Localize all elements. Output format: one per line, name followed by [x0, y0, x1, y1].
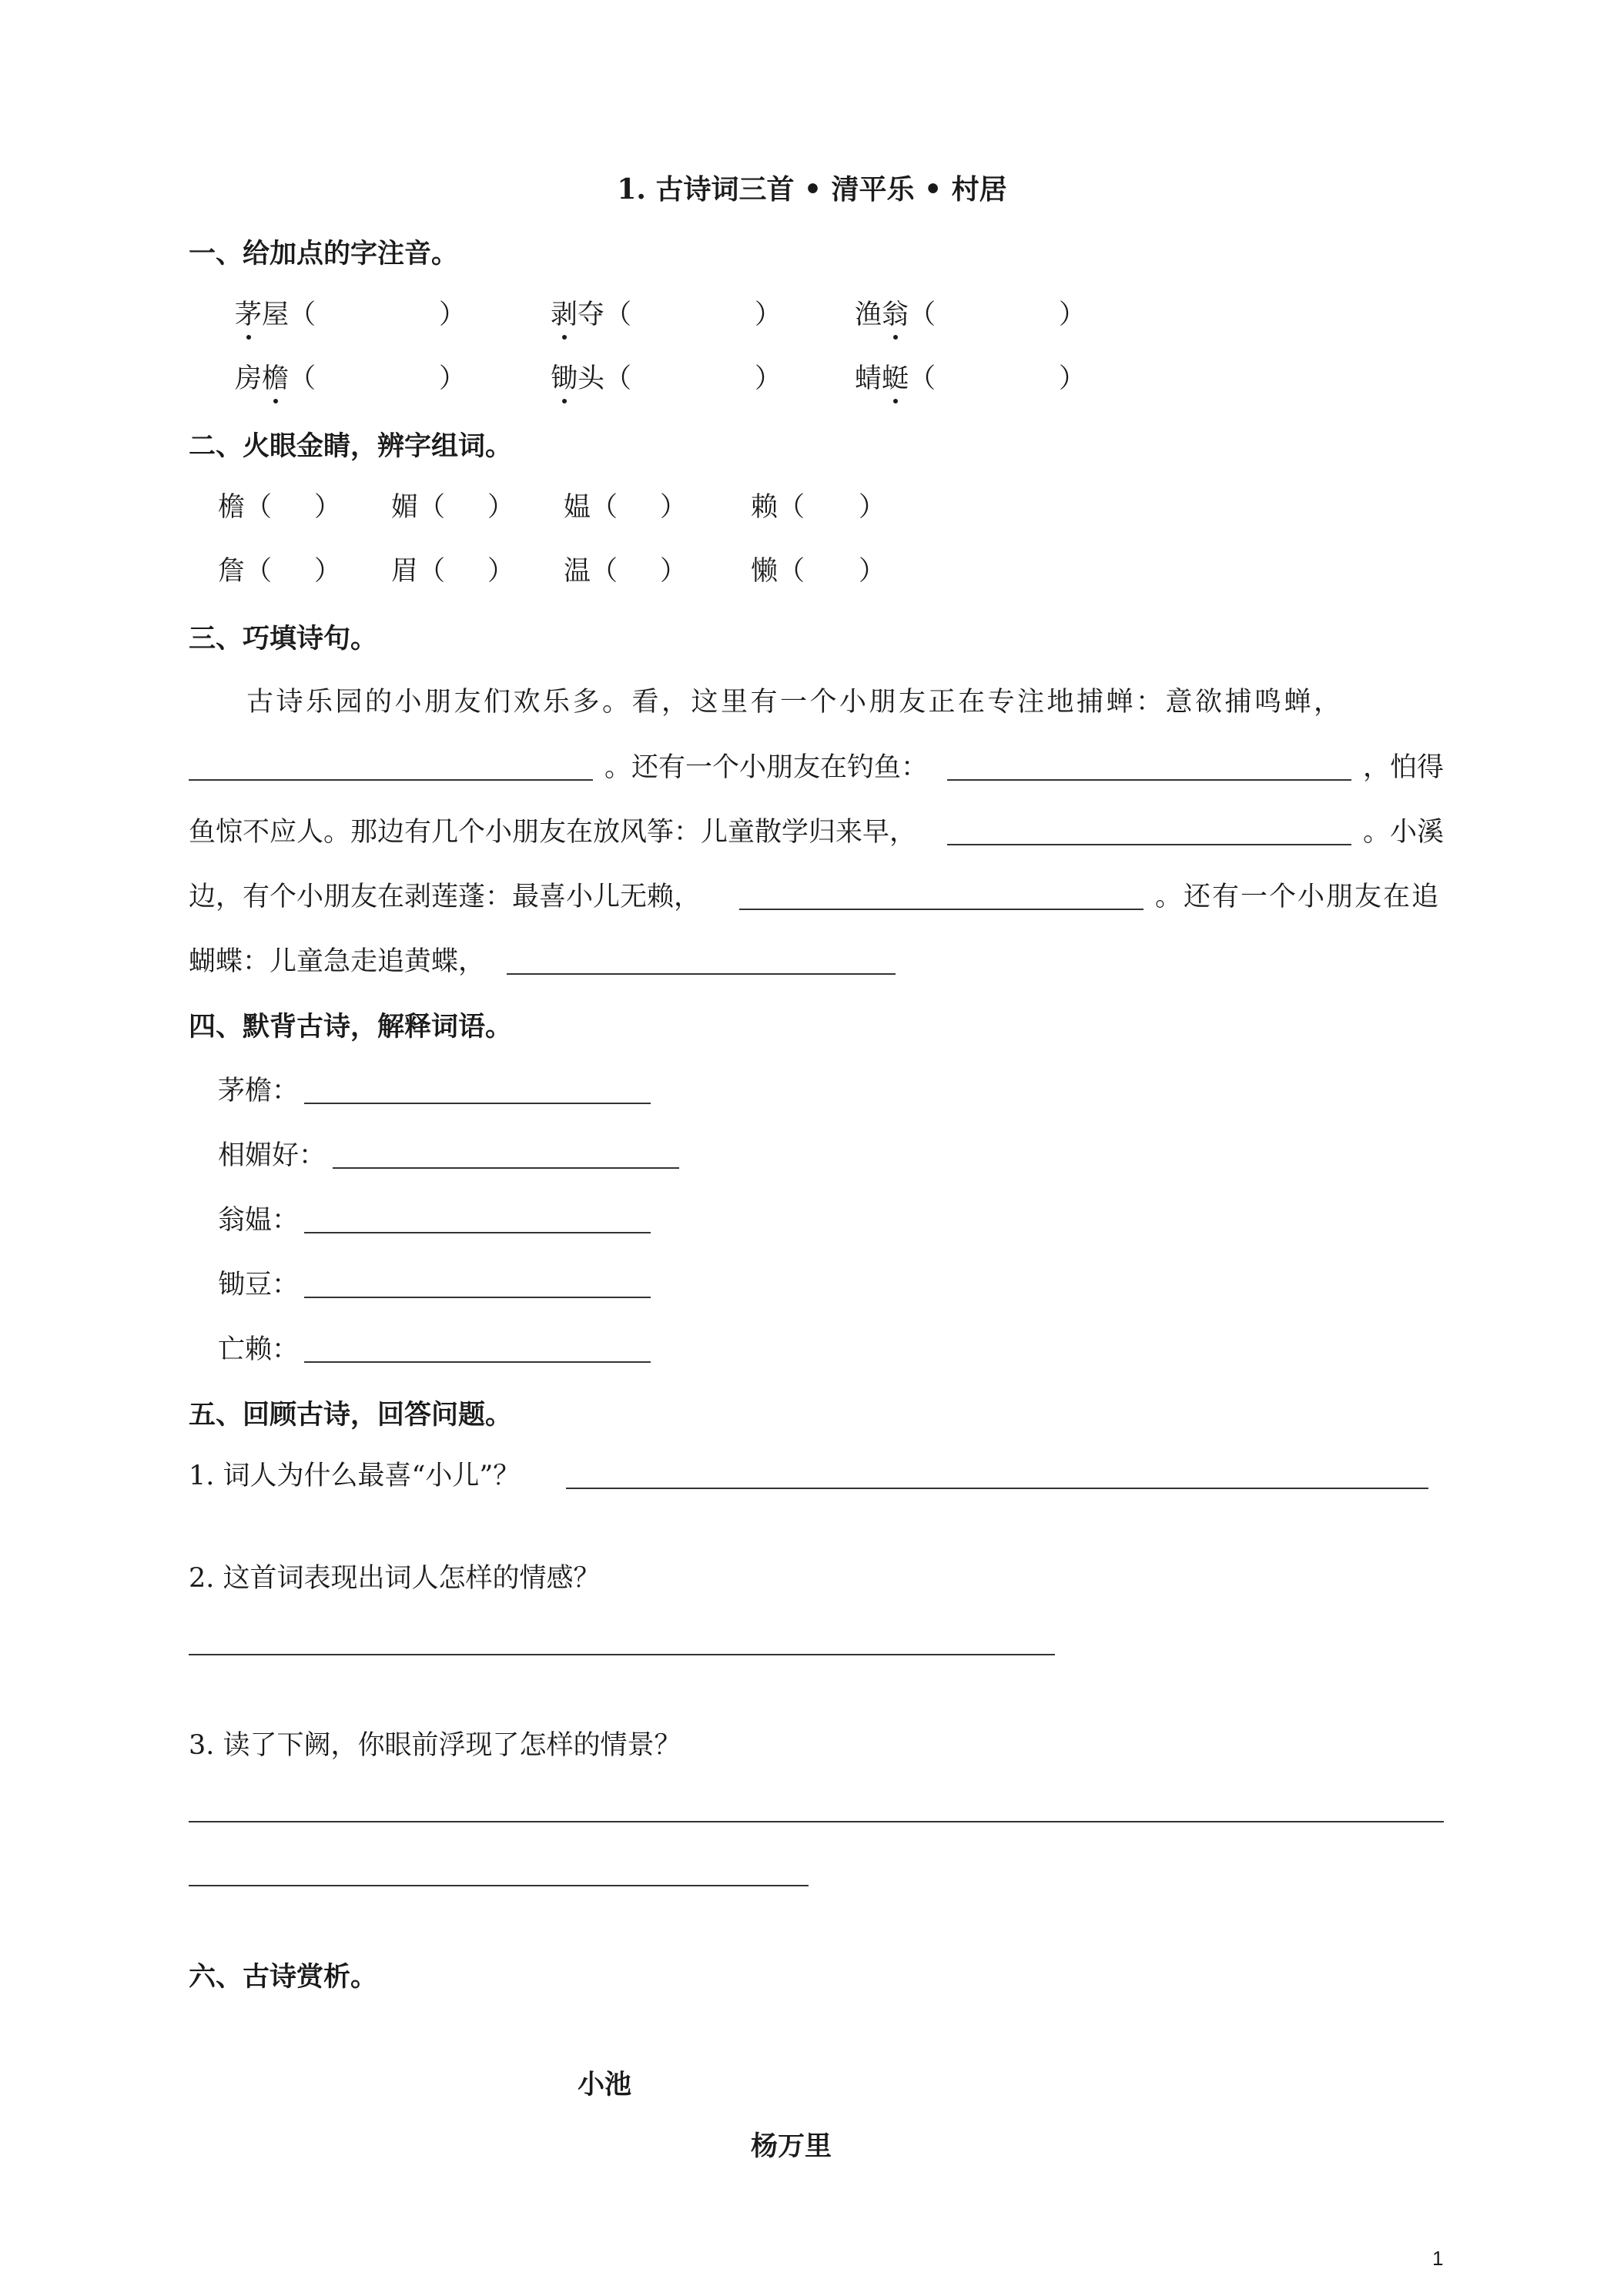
dotted-char: 剥: [551, 300, 578, 330]
question-1: 1. 词人为什么最喜“小儿”？: [189, 1461, 521, 1491]
fill-blank-5[interactable]: [507, 973, 896, 975]
fill-line-4a: 边，有个小朋友在剥莲蓬：最喜小儿无赖，: [189, 882, 702, 912]
fill-blank-3[interactable]: [947, 844, 1351, 845]
answer-line-q1[interactable]: [566, 1488, 1428, 1489]
term-answer-line[interactable]: [304, 1297, 651, 1298]
term-label: 翁媪：: [218, 1205, 300, 1236]
dotted-char: 锄: [551, 363, 578, 394]
paren-close: ）: [755, 363, 782, 394]
paren-close: ）: [859, 492, 886, 523]
section-4-heading: 四、默背古诗，解释词语。: [189, 1011, 513, 1043]
paren-close: ）: [1059, 300, 1087, 330]
pinyin-word: [855, 363, 909, 394]
fill-line-4b: 。还有一个小朋友在追: [1155, 882, 1441, 912]
paren-open: （: [591, 556, 618, 587]
poem-title: 小池: [578, 2069, 632, 2100]
pinyin-word: [855, 302, 909, 329]
word-group-item: [218, 558, 341, 585]
group-char: 詹: [218, 556, 246, 587]
dotted-char: 檐: [262, 363, 290, 394]
pinyin-item: [855, 302, 1086, 329]
group-char: 媪: [564, 492, 591, 523]
paren-open: （: [591, 492, 618, 523]
pinyin-word: [551, 302, 604, 329]
group-char: 赖: [751, 492, 779, 523]
term-label: 茅檐：: [218, 1076, 300, 1106]
paren-open: （: [418, 492, 446, 523]
word-group-item: [391, 494, 514, 521]
word-char: 蜻: [855, 363, 882, 394]
word-group-item: [751, 494, 886, 521]
question-2: 2. 这首词表现出词人怎样的情感？: [189, 1563, 601, 1594]
term-answer-line[interactable]: [304, 1103, 651, 1104]
term-answer-line[interactable]: [333, 1167, 679, 1169]
pinyin-item: [235, 302, 466, 329]
paren-close: ）: [487, 556, 515, 587]
paren-close: ）: [314, 492, 342, 523]
paren-close: ）: [487, 492, 515, 523]
word-char: 渔: [855, 300, 882, 330]
word-char: 头: [578, 363, 605, 394]
paren-open: （: [604, 300, 632, 330]
group-char: 温: [564, 556, 591, 587]
dotted-char: 翁: [882, 300, 909, 330]
dotted-char: 茅: [235, 300, 263, 330]
paren-close: ）: [755, 300, 782, 330]
word-char: 房: [235, 363, 263, 394]
group-char: 懒: [751, 556, 779, 587]
fill-blank-2[interactable]: [947, 779, 1351, 781]
pinyin-word: [235, 363, 290, 394]
paren-close: ）: [660, 492, 688, 523]
word-group-item: [564, 494, 687, 521]
word-char: 夺: [578, 300, 605, 330]
paren-close: ）: [439, 300, 467, 330]
paren-open: （: [778, 556, 805, 587]
paren-close: ）: [660, 556, 688, 587]
poem-author: 杨万里: [751, 2130, 832, 2162]
question-3: 3. 读了下阙，你眼前浮现了怎样的情景？: [189, 1730, 681, 1761]
fill-blank-1[interactable]: [189, 779, 593, 781]
page-number: 1: [1432, 2247, 1444, 2270]
page-title: 1. 古诗词三首 • 清平乐 • 村居: [617, 173, 1007, 206]
section-1-heading: 一、给加点的字注音。: [189, 238, 459, 269]
group-char: 媚: [391, 492, 419, 523]
word-group-item: [564, 558, 687, 585]
paren-close: ）: [859, 556, 886, 587]
word-group-item: [218, 494, 341, 521]
paren-close: ）: [1059, 363, 1087, 394]
dotted-char: 蜓: [882, 363, 909, 394]
answer-line-q3b[interactable]: [189, 1885, 809, 1886]
paren-open: （: [289, 300, 316, 330]
section-5-heading: 五、回顾古诗，回答问题。: [189, 1399, 513, 1431]
paren-open: （: [289, 363, 316, 394]
term-answer-line[interactable]: [304, 1361, 651, 1363]
paren-open: （: [604, 363, 632, 394]
fill-line-1: 古诗乐园的小朋友们欢乐多。看，这里有一个小朋友正在专注地捕蝉：意欲捕鸣蝉，: [246, 687, 1344, 718]
fill-blank-4[interactable]: [739, 909, 1143, 910]
pinyin-item: [235, 363, 467, 394]
term-label: 锄豆：: [218, 1270, 300, 1300]
pinyin-item: [551, 302, 782, 329]
paren-open: （: [418, 556, 446, 587]
fill-line-2a: 。还有一个小朋友在钓鱼：: [604, 752, 929, 783]
pinyin-word: [551, 363, 605, 394]
paren-open: （: [245, 492, 273, 523]
answer-line-q3a[interactable]: [189, 1821, 1444, 1822]
section-3-heading: 三、巧填诗句。: [189, 623, 378, 654]
paren-open: （: [909, 300, 936, 330]
section-2-heading: 二、火眼金睛，辨字组词。: [189, 430, 513, 462]
term-answer-line[interactable]: [304, 1232, 651, 1233]
pinyin-item: [551, 363, 782, 394]
answer-line-q2[interactable]: [189, 1654, 1055, 1655]
word-group-item: [391, 558, 514, 585]
group-char: 檐: [218, 492, 246, 523]
word-group-item: [751, 558, 886, 585]
fill-line-3a: 鱼惊不应人。那边有几个小朋友在放风筝：儿童散学归来早，: [189, 817, 917, 848]
term-label: 亡赖：: [218, 1334, 300, 1365]
paren-open: （: [245, 556, 273, 587]
section-6-heading: 六、古诗赏析。: [189, 1961, 378, 1993]
pinyin-item: [855, 363, 1087, 394]
fill-line-5a: 蝴蝶：儿童急走追黄蝶，: [189, 946, 486, 977]
paren-open: （: [778, 492, 805, 523]
paren-close: ）: [314, 556, 342, 587]
fill-line-3b: 。小溪: [1363, 817, 1445, 848]
word-char: 屋: [262, 300, 290, 330]
group-char: 眉: [391, 556, 419, 587]
term-label: 相媚好：: [218, 1140, 326, 1171]
paren-close: ）: [439, 363, 467, 394]
pinyin-word: [235, 302, 289, 329]
fill-line-2b: ，怕得: [1363, 752, 1445, 783]
paren-open: （: [909, 363, 936, 394]
